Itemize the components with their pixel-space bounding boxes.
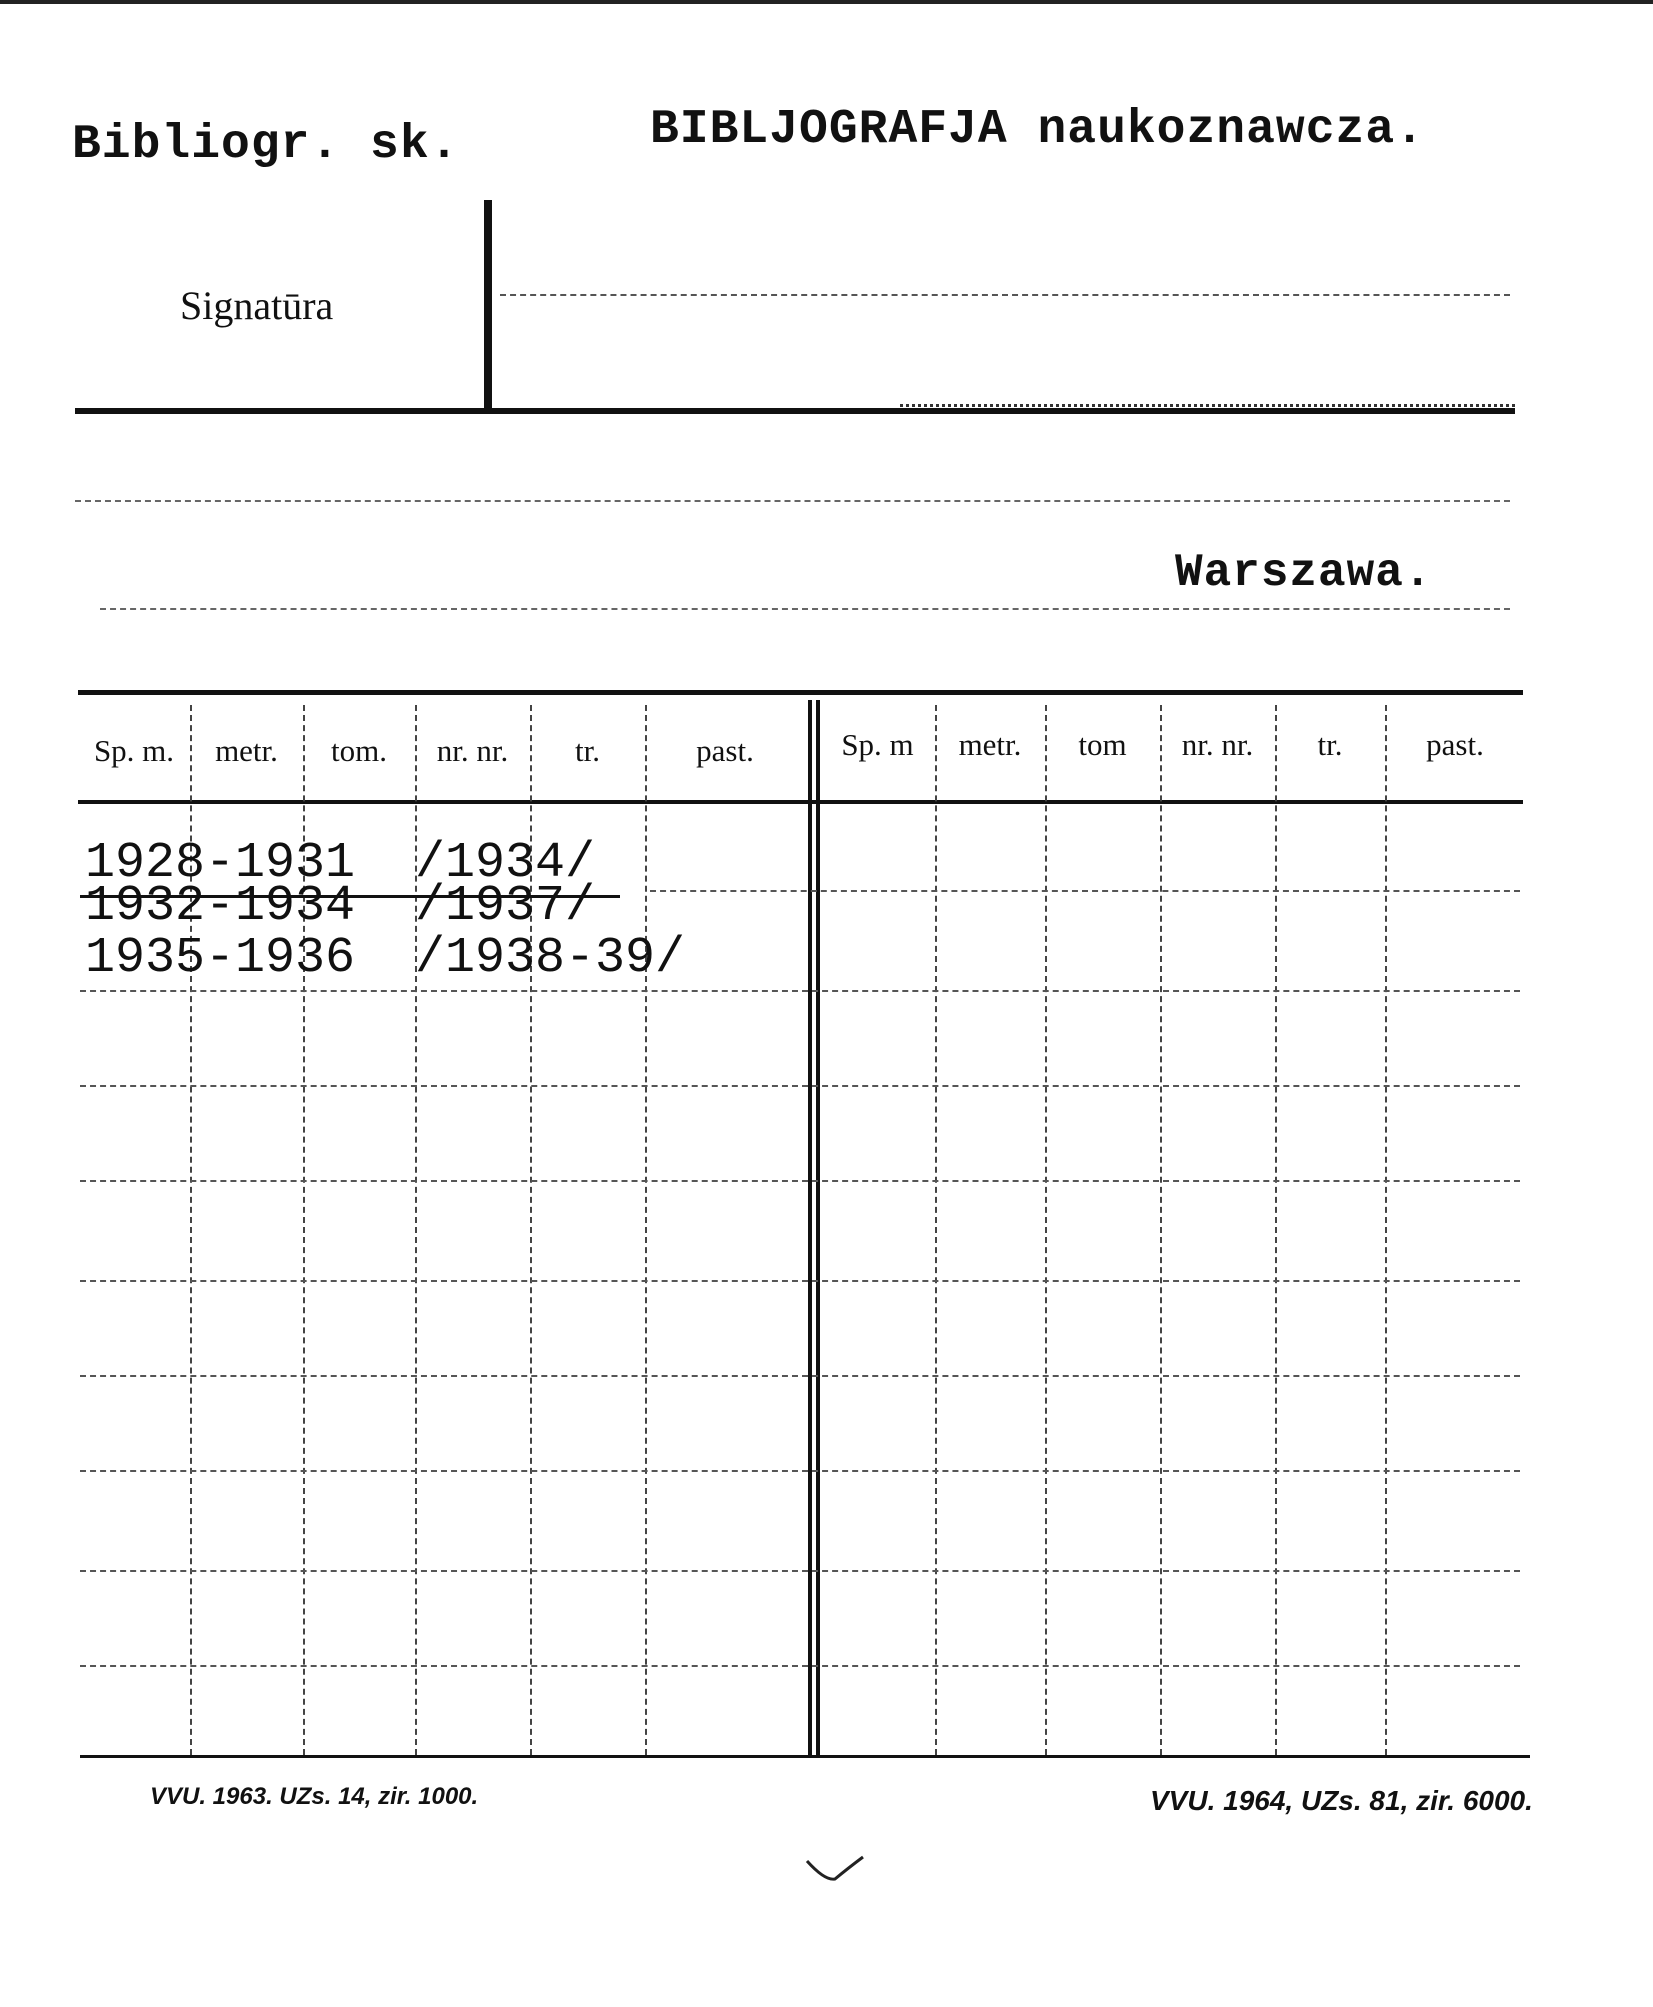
row-line	[80, 1665, 1520, 1667]
check-mark-icon	[805, 1855, 865, 1885]
row-line	[80, 1085, 1520, 1087]
table-header-rule	[78, 800, 1523, 804]
column-header: tr.	[575, 733, 600, 768]
column-line	[1275, 705, 1277, 1755]
row-line	[80, 1570, 1520, 1572]
title-field-line	[75, 500, 1510, 502]
entry-issue: /1934/	[415, 835, 596, 892]
place-field-line	[100, 608, 1510, 610]
signature-bottom-rule	[75, 408, 1515, 414]
signature-bottom-rule-right	[900, 404, 1515, 407]
catalog-code: Bibliogr. sk.	[72, 118, 460, 172]
column-header: nr. nr.	[1181, 727, 1254, 762]
row-line	[80, 990, 1520, 992]
row-line	[80, 1280, 1520, 1282]
strikethrough-line	[80, 895, 620, 898]
place-of-publication: Warszawa.	[1175, 547, 1433, 599]
column-header: past.	[1426, 727, 1484, 762]
print-note-right: VVU. 1964, UZs. 81, zir. 6000.	[1150, 1785, 1533, 1816]
signature-label: Signatūra	[180, 283, 334, 328]
column-header: metr.	[215, 733, 278, 768]
table-center-divider	[808, 700, 820, 1755]
bibliography-title: BIBLJOGRAFJA naukoznawcza.	[650, 103, 1425, 157]
entry-issue: /1937/	[415, 878, 596, 935]
row-line	[80, 1375, 1520, 1377]
row-line	[80, 1470, 1520, 1472]
table-bottom-rule	[80, 1755, 1530, 1758]
column-header: tom.	[331, 733, 387, 768]
signature-divider	[484, 200, 492, 410]
entry-years: 1928-1931	[85, 835, 356, 892]
entry-issue: /1938-39/	[415, 930, 686, 987]
column-line	[1045, 705, 1047, 1755]
column-header: Sp. m.	[93, 733, 175, 768]
table-top-rule	[78, 690, 1523, 695]
row-line	[80, 1180, 1520, 1182]
column-header: metr.	[958, 727, 1022, 762]
print-note-left: VVU. 1963. UZs. 14, zir. 1000.	[150, 1783, 479, 1810]
entry-years: 1932-1934	[85, 878, 356, 935]
signature-field-line	[500, 294, 1510, 296]
column-header: Sp. m	[841, 727, 914, 762]
entry-years: 1935-1936	[85, 930, 356, 987]
column-line	[1385, 705, 1387, 1755]
column-header: tom	[1078, 727, 1127, 762]
column-line	[935, 705, 937, 1755]
column-header: past.	[696, 733, 754, 768]
row-line	[650, 890, 1520, 892]
scan-top-edge	[0, 0, 1653, 14]
column-line	[645, 705, 647, 1755]
column-header: nr. nr.	[436, 733, 509, 768]
column-line	[1160, 705, 1162, 1755]
column-header: tr.	[1317, 727, 1343, 762]
